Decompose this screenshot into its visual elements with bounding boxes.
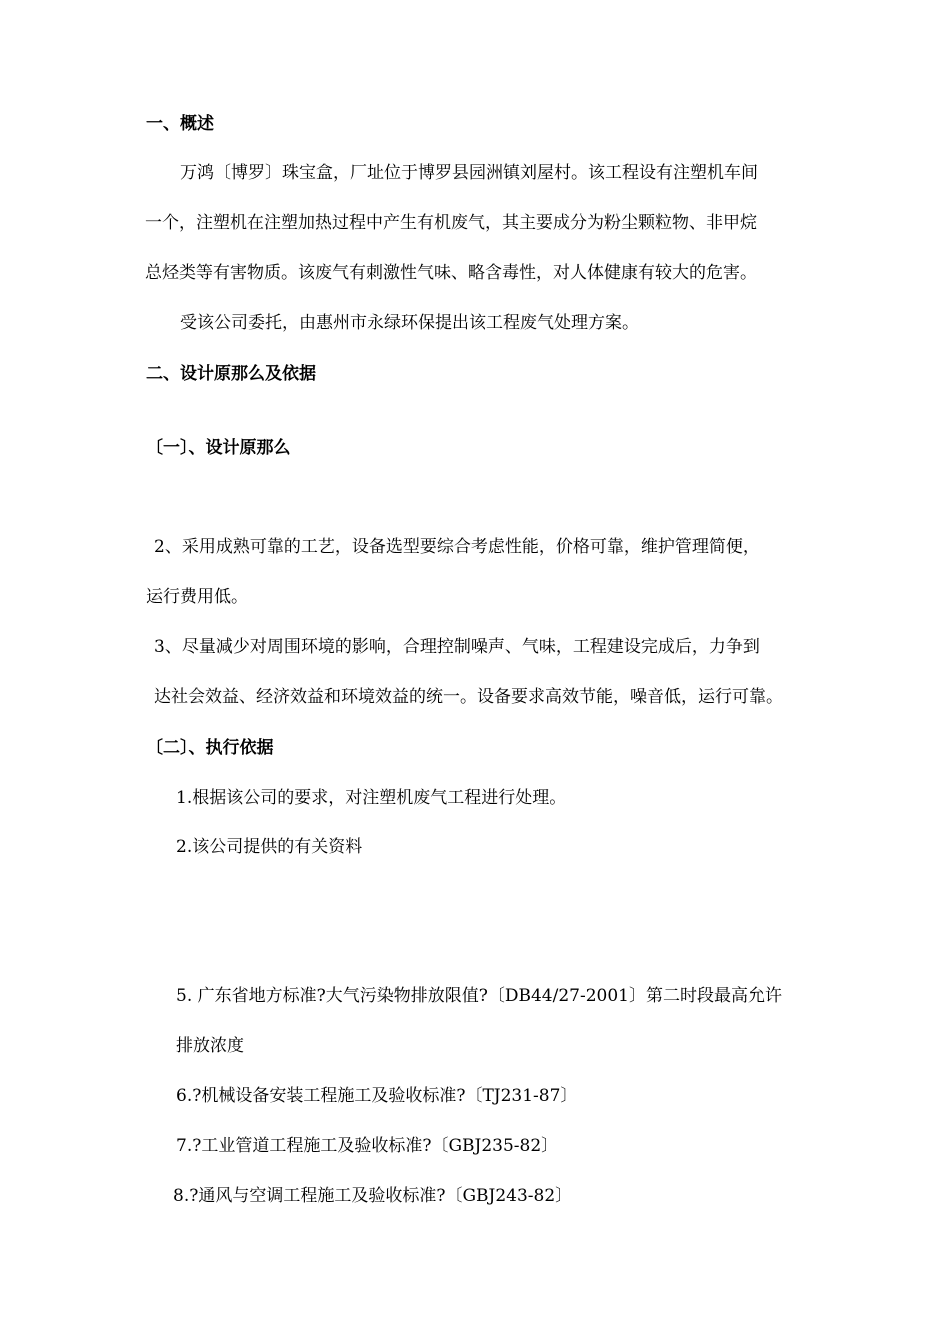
subsection-design-principles: 〔一〕、设计原那么 — [146, 438, 291, 458]
principle-3-line-1: 3、尽量减少对周围环境的影响，合理控制噪声、气味，工程建设完成后，力争到 — [154, 637, 760, 657]
basis-item-7: 7.?工业管道工程施工及验收标准?〔GBJ235-82〕 — [176, 1136, 559, 1156]
commission-paragraph: 受该公司委托，由惠州市永绿环保提出该工程废气处理方案。 — [180, 313, 639, 333]
basis-item-2: 2.该公司提供的有关资料 — [176, 837, 363, 857]
section-2-title: 二、设计原那么及依据 — [146, 364, 316, 384]
basis-item-1: 1.根据该公司的要求，对注塑机废气工程进行处理。 — [176, 788, 567, 808]
overview-paragraph-line-3: 总烃类等有害物质。该废气有刺激性气味、略含毒性，对人体健康有较大的危害。 — [145, 263, 757, 283]
principle-3-line-2: 达社会效益、经济效益和环境效益的统一。设备要求高效节能，噪音低，运行可靠。 — [154, 687, 783, 707]
basis-item-5-line-2: 排放浓度 — [176, 1036, 244, 1056]
principle-2-line-1: 2、采用成熟可靠的工艺，设备选型要综合考虑性能，价格可靠，维护管理简便， — [154, 537, 760, 557]
basis-item-5-line-1: 5. 广东省地方标准?大气污染物排放限值?〔DB44/27-2001〕第二时段最高允许 — [176, 986, 782, 1006]
overview-paragraph-line-1: 万鸿〔博罗〕珠宝盒，厂址位于博罗县园洲镇刘屋村。该工程设有注塑机车间 — [180, 163, 758, 183]
basis-item-6: 6.?机械设备安装工程施工及验收标准?〔TJ231-87〕 — [176, 1086, 578, 1106]
principle-2-line-2: 运行费用低。 — [146, 587, 248, 607]
subsection-execution-basis: 〔二〕、执行依据 — [146, 738, 274, 758]
section-1-title: 一、概述 — [146, 114, 214, 134]
overview-paragraph-line-2: 一个，注塑机在注塑加热过程中产生有机废气，其主要成分为粉尘颗粒物、非甲烷 — [145, 213, 757, 233]
basis-item-8: 8.?通风与空调工程施工及验收标准?〔GBJ243-82〕 — [173, 1186, 573, 1206]
